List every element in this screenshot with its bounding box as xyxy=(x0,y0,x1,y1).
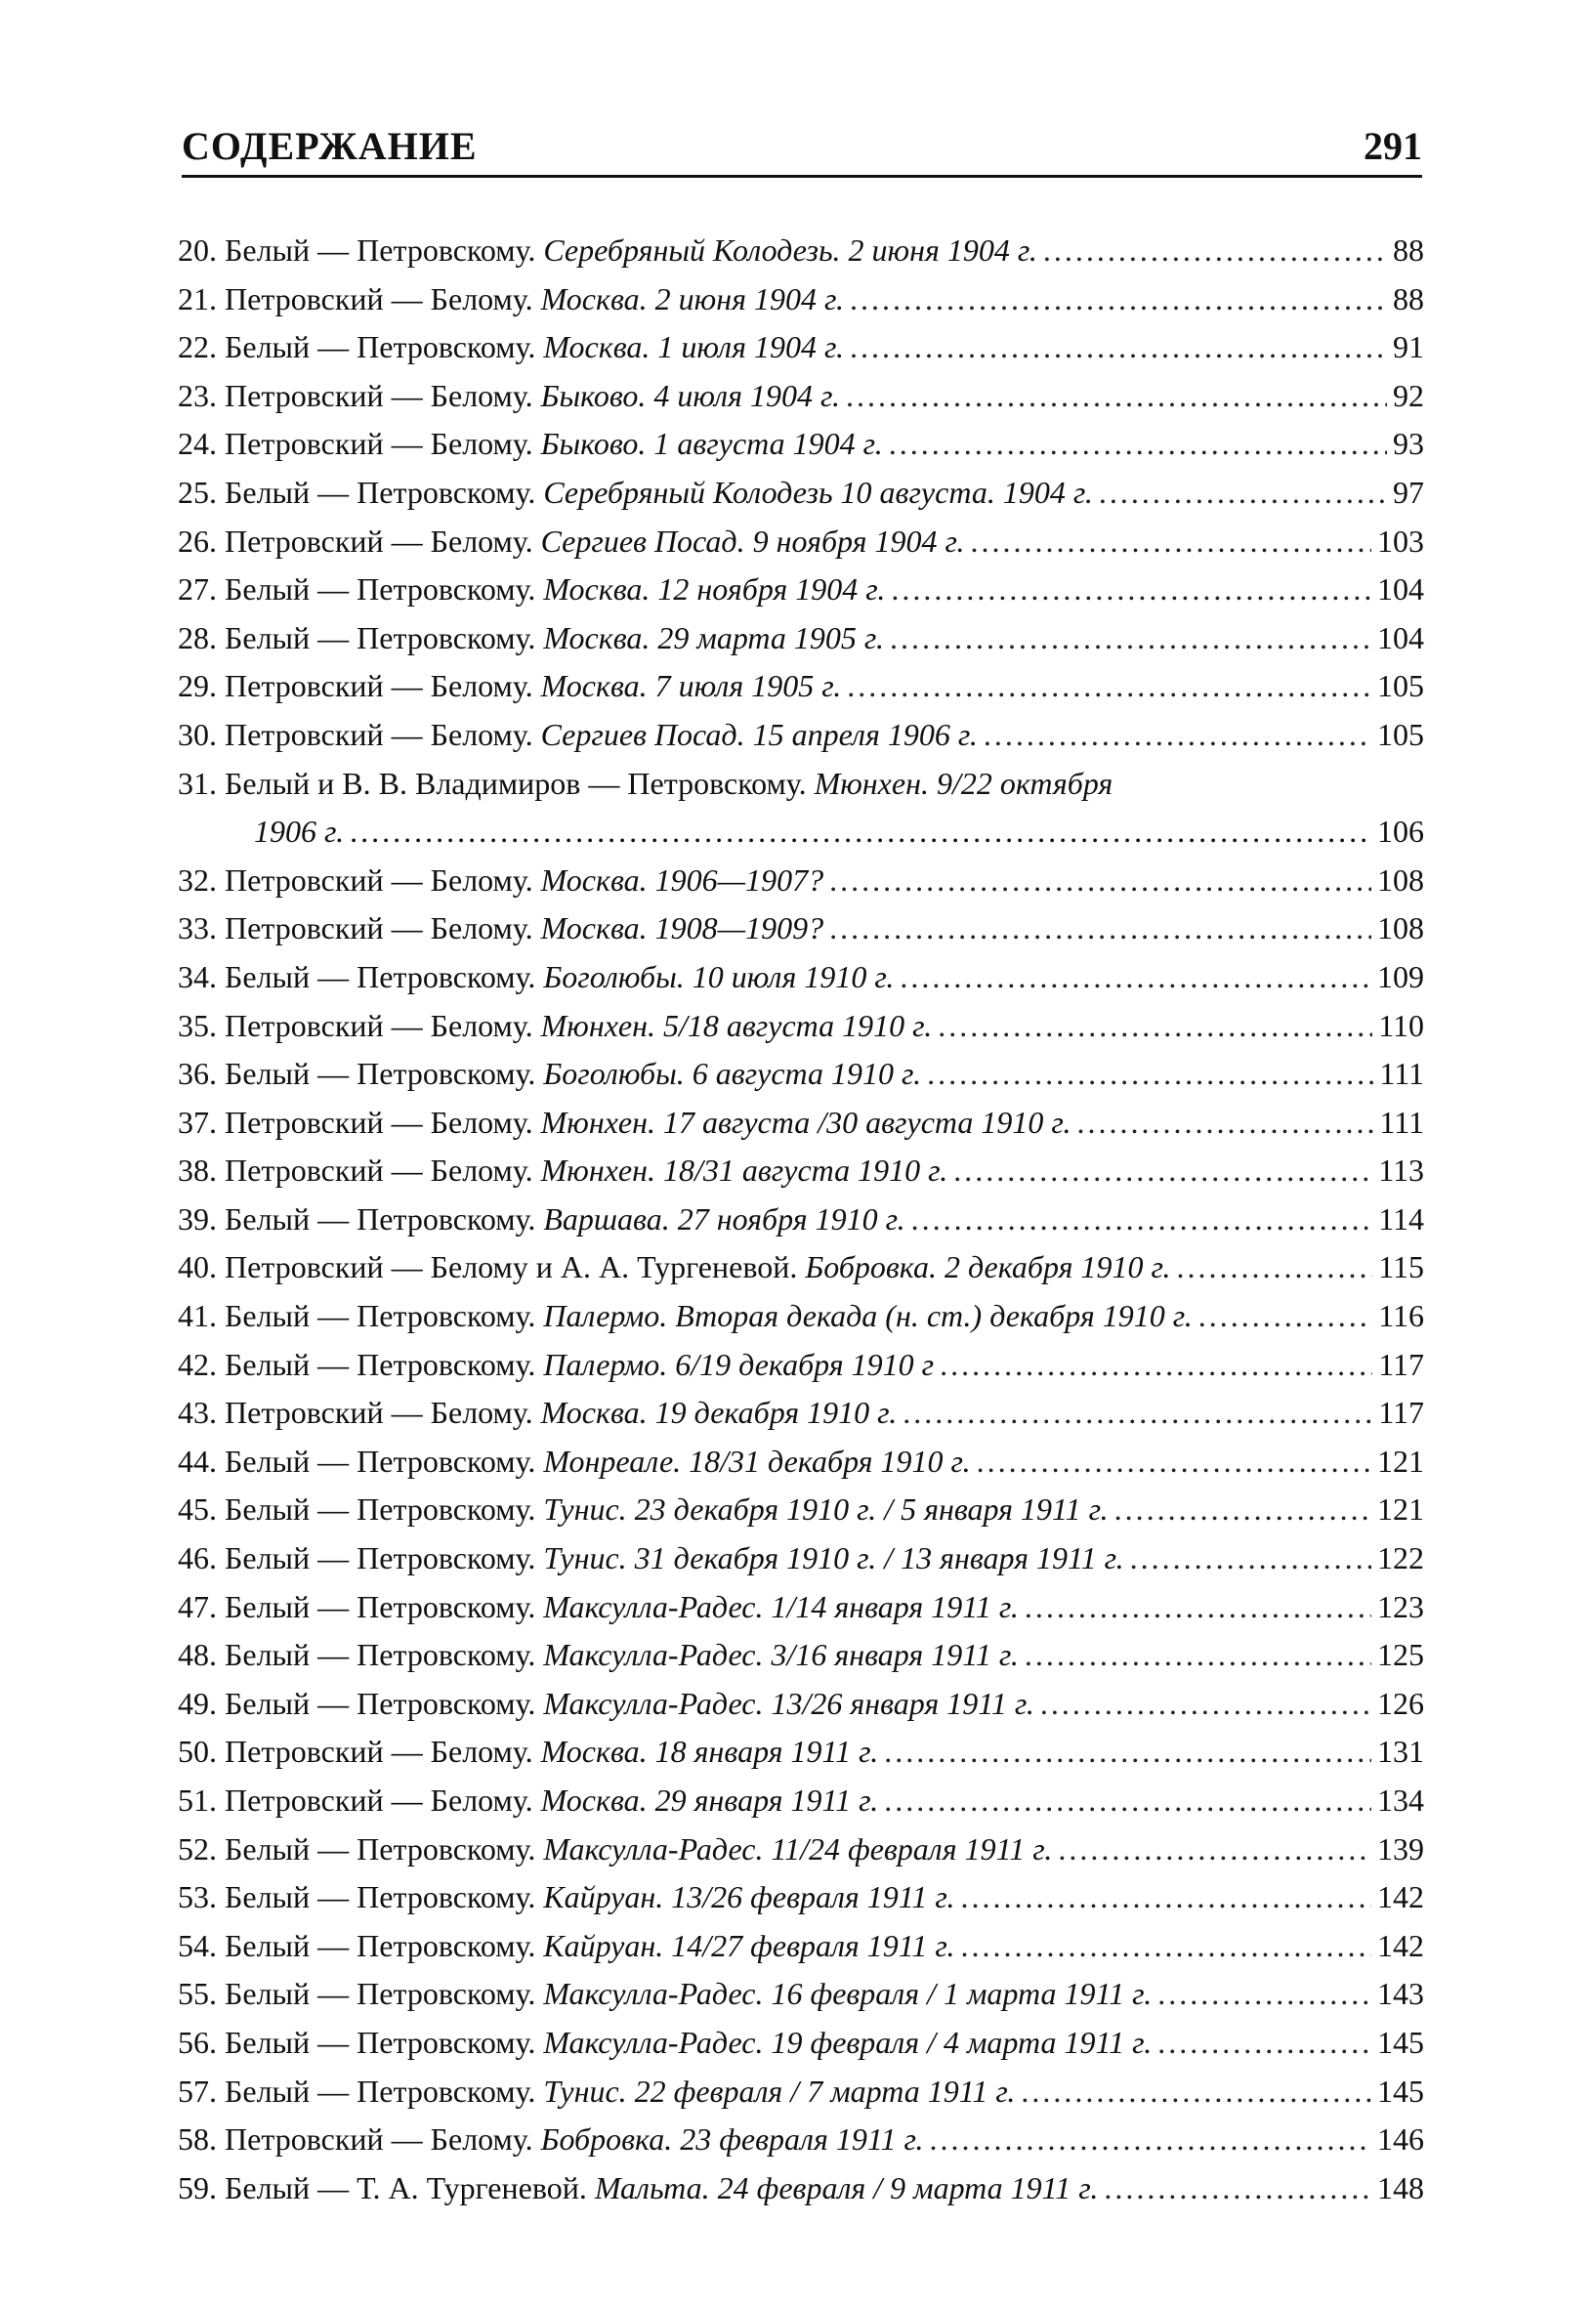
leader-dots xyxy=(1099,469,1387,518)
entry-number: 56. xyxy=(178,2024,217,2060)
entry-page: 125 xyxy=(1377,1637,1424,1673)
entry-authors: Петровский — Белому. xyxy=(225,716,533,752)
toc-entry xyxy=(178,1873,1424,1922)
entry-number: 44. xyxy=(178,1443,217,1479)
entry-page: 92 xyxy=(1393,377,1424,413)
entry-authors: Петровский — Белому. xyxy=(225,910,533,946)
entry-place-date: Сергиев Посад. 9 ноября 1904 г. xyxy=(540,523,965,559)
toc-entry xyxy=(178,1341,1424,1390)
leader-dots xyxy=(911,1195,1373,1244)
entry-number: 27. xyxy=(178,571,217,608)
entry-place-date: Палермо. Вторая декада (н. ст.) декабря 1910 г. xyxy=(543,1298,1193,1334)
leader-dots xyxy=(984,711,1371,760)
leader-dots xyxy=(1025,1583,1371,1632)
entry-authors: Петровский — Белому. xyxy=(225,1007,533,1043)
entry-authors: Белый — Т. А. Тургеневой. xyxy=(225,2169,587,2205)
toc-entry xyxy=(178,1534,1424,1583)
entry-number: 51. xyxy=(178,1783,217,1818)
entry-page: 142 xyxy=(1377,1879,1424,1915)
leader-dots xyxy=(1076,1099,1373,1148)
leader-dots xyxy=(1198,1292,1372,1341)
entry-number: 53. xyxy=(178,1879,217,1915)
entry-number: 34. xyxy=(178,958,217,994)
section-title: СОДЕРЖАНИЕ xyxy=(182,124,478,168)
entry-place-date: Максулла-Радес. 19 февраля / 4 марта 1911 г. xyxy=(543,2024,1153,2060)
entry-page: 117 xyxy=(1378,1395,1424,1431)
toc-entry xyxy=(178,566,1424,614)
entry-number: 47. xyxy=(178,1588,217,1624)
entry-number: 42. xyxy=(178,1346,217,1382)
leader-dots xyxy=(1177,1243,1373,1292)
entry-number: 46. xyxy=(178,1540,217,1576)
toc-entry xyxy=(178,1631,1424,1680)
entry-page: 109 xyxy=(1377,958,1424,994)
entry-page: 121 xyxy=(1377,1491,1424,1528)
entry-number: 40. xyxy=(178,1249,217,1285)
entry-authors: Петровский — Белому. xyxy=(225,377,533,413)
entry-place-date: Москва. 19 декабря 1910 г. xyxy=(540,1395,898,1431)
toc-entry xyxy=(178,662,1424,711)
entry-authors: Белый — Петровскому. xyxy=(225,2024,536,2060)
entry-page: 103 xyxy=(1377,523,1424,559)
entry-authors: Петровский — Белому. xyxy=(225,861,533,898)
entry-place-date: Палермо. 6/19 декабря 1910 г xyxy=(543,1346,935,1382)
entry-authors: Белый — Петровскому. xyxy=(225,1443,536,1479)
entry-number: 36. xyxy=(178,1056,217,1092)
entry-page: 139 xyxy=(1377,1830,1424,1867)
toc-entry xyxy=(178,614,1424,663)
entry-place-date: Тунис. 22 февраля / 7 марта 1911 г. xyxy=(543,2073,1016,2109)
table-of-contents xyxy=(178,227,1424,2212)
leader-dots xyxy=(1114,1486,1371,1534)
toc-entry xyxy=(178,1243,1424,1292)
entry-number: 45. xyxy=(178,1491,217,1528)
entry-number: 32. xyxy=(178,861,217,898)
toc-entry-continuation xyxy=(178,808,1424,857)
toc-entry xyxy=(178,275,1424,324)
leader-dots xyxy=(900,953,1371,1002)
entry-number: 41. xyxy=(178,1298,217,1334)
entry-authors: Петровский — Белому. xyxy=(225,426,533,462)
entry-page: 111 xyxy=(1379,1104,1424,1140)
entry-place-date: Варшава. 27 ноября 1910 г. xyxy=(543,1200,905,1237)
entry-number: 22. xyxy=(178,329,217,365)
entry-place-date: Сергиев Посад. 15 апреля 1906 г. xyxy=(540,716,978,752)
leader-dots xyxy=(1021,2068,1371,2117)
entry-number: 58. xyxy=(178,2121,217,2158)
entry-authors: Белый — Петровскому. xyxy=(225,619,536,655)
entry-page: 108 xyxy=(1377,861,1424,898)
entry-authors: Петровский — Белому. xyxy=(225,1783,533,1818)
leader-dots xyxy=(927,1050,1373,1099)
entry-number: 50. xyxy=(178,1734,217,1770)
entry-authors: Белый — Петровскому. xyxy=(225,1976,536,2012)
leader-dots xyxy=(1157,2019,1371,2068)
entry-place-date: Москва. 18 января 1911 г. xyxy=(540,1734,879,1770)
toc-entry xyxy=(178,1680,1424,1729)
toc-entry xyxy=(178,1583,1424,1632)
entry-authors: Белый — Петровскому. xyxy=(225,2073,536,2109)
entry-number: 49. xyxy=(178,1685,217,1721)
entry-number: 38. xyxy=(178,1153,217,1189)
toc-entry xyxy=(178,1486,1424,1534)
entry-place-date: Москва. 1906—1907? xyxy=(540,861,824,898)
entry-place-date: Боголюбы. 6 августа 1910 г. xyxy=(543,1056,922,1092)
entry-place-date: Монреале. 18/31 декабря 1910 г. xyxy=(543,1443,971,1479)
entry-authors: Белый — Петровскому. xyxy=(225,1298,536,1334)
leader-dots xyxy=(890,614,1371,663)
entry-place-date: Москва. 1 июля 1904 г. xyxy=(543,329,845,365)
leader-dots xyxy=(1104,2164,1371,2213)
toc-entry xyxy=(178,1292,1424,1341)
leader-dots xyxy=(891,566,1371,614)
leader-dots xyxy=(930,2116,1371,2164)
entry-place-date: Бобровка. 23 февраля 1911 г. xyxy=(540,2121,924,2158)
leader-dots xyxy=(846,372,1387,421)
entry-number: 30. xyxy=(178,716,217,752)
toc-entry xyxy=(178,1050,1424,1099)
entry-authors: Белый — Петровскому. xyxy=(225,1927,536,1963)
entry-place-date: Серебряный Колодезь 10 августа. 1904 г. xyxy=(543,474,1093,510)
entry-place-date: Бобровка. 2 декабря 1910 г. xyxy=(805,1249,1171,1285)
leader-dots xyxy=(1058,1825,1371,1874)
toc-entry xyxy=(178,227,1424,275)
entry-authors: Белый и В. В. Владимиров — Петровскому. xyxy=(225,765,807,801)
entry-page: 145 xyxy=(1377,2073,1424,2109)
leader-dots xyxy=(884,1777,1371,1825)
entry-place-date-cont: 1906 г. xyxy=(254,814,345,850)
leader-dots xyxy=(350,808,1371,857)
entry-page: 105 xyxy=(1377,668,1424,704)
toc-entry xyxy=(178,1970,1424,2019)
entry-number: 52. xyxy=(178,1830,217,1867)
entry-place-date: Москва. 1908—1909? xyxy=(540,910,824,946)
entry-page: 106 xyxy=(1377,814,1424,850)
toc-entry xyxy=(178,372,1424,421)
entry-page: 113 xyxy=(1378,1153,1424,1189)
leader-dots xyxy=(1157,1970,1371,2019)
entry-page: 93 xyxy=(1393,426,1424,462)
entry-page: 104 xyxy=(1377,619,1424,655)
entry-authors: Белый — Петровскому. xyxy=(225,474,536,510)
entry-number: 29. xyxy=(178,668,217,704)
toc-entry xyxy=(178,760,1424,809)
leader-dots xyxy=(1043,227,1387,275)
entry-authors: Белый — Петровскому. xyxy=(225,1637,536,1673)
entry-number: 39. xyxy=(178,1200,217,1237)
leader-dots xyxy=(1130,1534,1371,1583)
entry-page: 97 xyxy=(1393,474,1424,510)
entry-number: 55. xyxy=(178,1976,217,2012)
entry-authors: Белый — Петровскому. xyxy=(225,1056,536,1092)
leader-dots xyxy=(960,1922,1371,1971)
entry-number: 33. xyxy=(178,910,217,946)
entry-page: 110 xyxy=(1378,1007,1424,1043)
entry-place-date: Быково. 1 августа 1904 г. xyxy=(540,426,883,462)
toc-entry xyxy=(178,518,1424,566)
entry-place-date: Мальта. 24 февраля / 9 марта 1911 г. xyxy=(594,2169,1099,2205)
entry-place-date: Москва. 29 января 1911 г. xyxy=(540,1783,879,1818)
leader-dots xyxy=(1025,1631,1371,1680)
entry-place-date: Максулла-Радес. 1/14 января 1911 г. xyxy=(543,1588,1019,1624)
entry-place-date: Максулла-Радес. 16 февраля / 1 марта 1911 г. xyxy=(543,1976,1153,2012)
entry-authors: Белый — Петровскому. xyxy=(225,958,536,994)
entry-place-date: Максулла-Радес. 11/24 февраля 1911 г. xyxy=(543,1830,1053,1867)
entry-authors: Белый — Петровскому. xyxy=(225,1540,536,1576)
entry-number: 23. xyxy=(178,377,217,413)
entry-authors: Белый — Петровскому. xyxy=(225,1685,536,1721)
entry-place-date: Москва. 29 марта 1905 г. xyxy=(543,619,884,655)
entry-page: 115 xyxy=(1378,1249,1424,1285)
entry-number: 26. xyxy=(178,523,217,559)
toc-entry xyxy=(178,1777,1424,1825)
entry-page: 117 xyxy=(1378,1346,1424,1382)
entry-place-date: Максулла-Радес. 3/16 января 1911 г. xyxy=(543,1637,1019,1673)
entry-authors: Петровский — Белому. xyxy=(225,668,533,704)
entry-page: 134 xyxy=(1377,1783,1424,1818)
toc-entry xyxy=(178,420,1424,469)
entry-page: 131 xyxy=(1377,1734,1424,1770)
entry-page: 123 xyxy=(1377,1588,1424,1624)
entry-number: 20. xyxy=(178,232,217,268)
entry-page: 122 xyxy=(1377,1540,1424,1576)
toc-entry xyxy=(178,711,1424,760)
entry-place-date: Серебряный Колодезь. 2 июня 1904 г. xyxy=(543,232,1037,268)
leader-dots xyxy=(850,323,1387,372)
entry-authors: Петровский — Белому. xyxy=(225,1395,533,1431)
entry-authors: Белый — Петровскому. xyxy=(225,1830,536,1867)
entry-page: 114 xyxy=(1378,1200,1424,1237)
entry-place-date: Быково. 4 июля 1904 г. xyxy=(540,377,841,413)
entry-place-date: Кайруан. 14/27 февраля 1911 г. xyxy=(543,1927,955,1963)
toc-entry xyxy=(178,2068,1424,2117)
entry-authors: Белый — Петровскому. xyxy=(225,329,536,365)
entry-authors: Белый — Петровскому. xyxy=(225,1200,536,1237)
entry-place-date: Москва. 12 ноября 1904 г. xyxy=(543,571,886,608)
leader-dots xyxy=(1040,1680,1371,1729)
entry-number: 48. xyxy=(178,1637,217,1673)
toc-entry xyxy=(178,323,1424,372)
entry-number: 54. xyxy=(178,1927,217,1963)
entry-authors: Петровский — Белому. xyxy=(225,280,533,316)
entry-number: 57. xyxy=(178,2073,217,2109)
entry-page: 108 xyxy=(1377,910,1424,946)
entry-authors: Белый — Петровскому. xyxy=(225,1588,536,1624)
toc-entry xyxy=(178,1195,1424,1244)
leader-dots xyxy=(938,1002,1372,1051)
entry-page: 104 xyxy=(1377,571,1424,608)
entry-place-date: Тунис. 23 декабря 1910 г. / 5 января 1911 г. xyxy=(543,1491,1109,1528)
entry-authors: Белый — Петровскому. xyxy=(225,571,536,608)
toc-entry xyxy=(178,1389,1424,1438)
entry-number: 59. xyxy=(178,2169,217,2205)
leader-dots xyxy=(850,275,1387,324)
leader-dots xyxy=(971,518,1371,566)
entry-number: 31. xyxy=(178,765,217,801)
entry-page: 126 xyxy=(1377,1685,1424,1721)
entry-number: 25. xyxy=(178,474,217,510)
toc-entry xyxy=(178,1728,1424,1777)
entry-page: 91 xyxy=(1393,329,1424,365)
entry-place-date: Мюнхен. 18/31 августа 1910 г. xyxy=(540,1153,948,1189)
leader-dots xyxy=(847,662,1371,711)
toc-entry xyxy=(178,1002,1424,1051)
entry-authors: Петровский — Белому и А. А. Тургеневой. xyxy=(225,1249,798,1285)
entry-authors: Петровский — Белому. xyxy=(225,1734,533,1770)
entry-number: 35. xyxy=(178,1007,217,1043)
leader-dots xyxy=(940,1341,1372,1390)
entry-authors: Петровский — Белому. xyxy=(225,1153,533,1189)
entry-authors: Петровский — Белому. xyxy=(225,1104,533,1140)
entry-place-date: Мюнхен. 17 августа /30 августа 1910 г. xyxy=(540,1104,1071,1140)
toc-entry xyxy=(178,469,1424,518)
entry-page: 121 xyxy=(1377,1443,1424,1479)
entry-authors: Белый — Петровскому. xyxy=(225,1879,536,1915)
entry-authors: Белый — Петровскому. xyxy=(225,1346,536,1382)
entry-page: 105 xyxy=(1377,716,1424,752)
leader-dots xyxy=(884,1728,1371,1777)
toc-entry xyxy=(178,1147,1424,1195)
entry-place-date: Максулла-Радес. 13/26 января 1911 г. xyxy=(543,1685,1034,1721)
entry-place-date: Тунис. 31 декабря 1910 г. / 13 января 1911 г. xyxy=(543,1540,1124,1576)
entry-authors: Белый — Петровскому. xyxy=(225,232,536,268)
entry-page: 148 xyxy=(1377,2169,1424,2205)
entry-place-date: Мюнхен. 5/18 августа 1910 г. xyxy=(540,1007,933,1043)
entry-number: 28. xyxy=(178,619,217,655)
toc-entry xyxy=(178,1825,1424,1874)
page-header xyxy=(182,119,1422,178)
entry-authors: Петровский — Белому. xyxy=(225,2121,533,2158)
entry-number: 43. xyxy=(178,1395,217,1431)
entry-number: 24. xyxy=(178,426,217,462)
leader-dots xyxy=(953,1147,1372,1195)
toc-entry xyxy=(178,1099,1424,1148)
toc-entry xyxy=(178,2116,1424,2164)
entry-number: 21. xyxy=(178,280,217,316)
toc-entry xyxy=(178,953,1424,1002)
toc-entry xyxy=(178,904,1424,953)
toc-entry xyxy=(178,1438,1424,1487)
leader-dots xyxy=(960,1873,1371,1922)
entry-page: 145 xyxy=(1377,2024,1424,2060)
toc-entry xyxy=(178,2164,1424,2213)
toc-entry xyxy=(178,857,1424,905)
entry-authors: Петровский — Белому. xyxy=(225,523,533,559)
leader-dots xyxy=(977,1438,1371,1487)
entry-place-date: Кайруан. 13/26 февраля 1911 г. xyxy=(543,1879,955,1915)
leader-dots xyxy=(889,420,1387,469)
entry-number: 37. xyxy=(178,1104,217,1140)
entry-authors: Белый — Петровскому. xyxy=(225,1491,536,1528)
leader-dots xyxy=(829,857,1371,905)
entry-page: 111 xyxy=(1379,1056,1424,1092)
leader-dots xyxy=(829,904,1371,953)
entry-page: 88 xyxy=(1393,232,1424,268)
page-number: 291 xyxy=(1364,124,1422,168)
entry-page: 146 xyxy=(1377,2121,1424,2158)
entry-place-date: Москва. 7 июля 1905 г. xyxy=(540,668,842,704)
toc-entry xyxy=(178,1922,1424,1971)
entry-page: 116 xyxy=(1378,1298,1424,1334)
entry-place-date: Боголюбы. 10 июля 1910 г. xyxy=(543,958,895,994)
entry-page: 143 xyxy=(1377,1976,1424,2012)
leader-dots xyxy=(903,1389,1372,1438)
entry-page: 88 xyxy=(1393,280,1424,316)
entry-place-date: Мюнхен. 9/22 октября xyxy=(814,765,1113,801)
entry-page: 142 xyxy=(1377,1927,1424,1963)
toc-entry xyxy=(178,2019,1424,2068)
entry-place-date: Москва. 2 июня 1904 г. xyxy=(540,280,845,316)
